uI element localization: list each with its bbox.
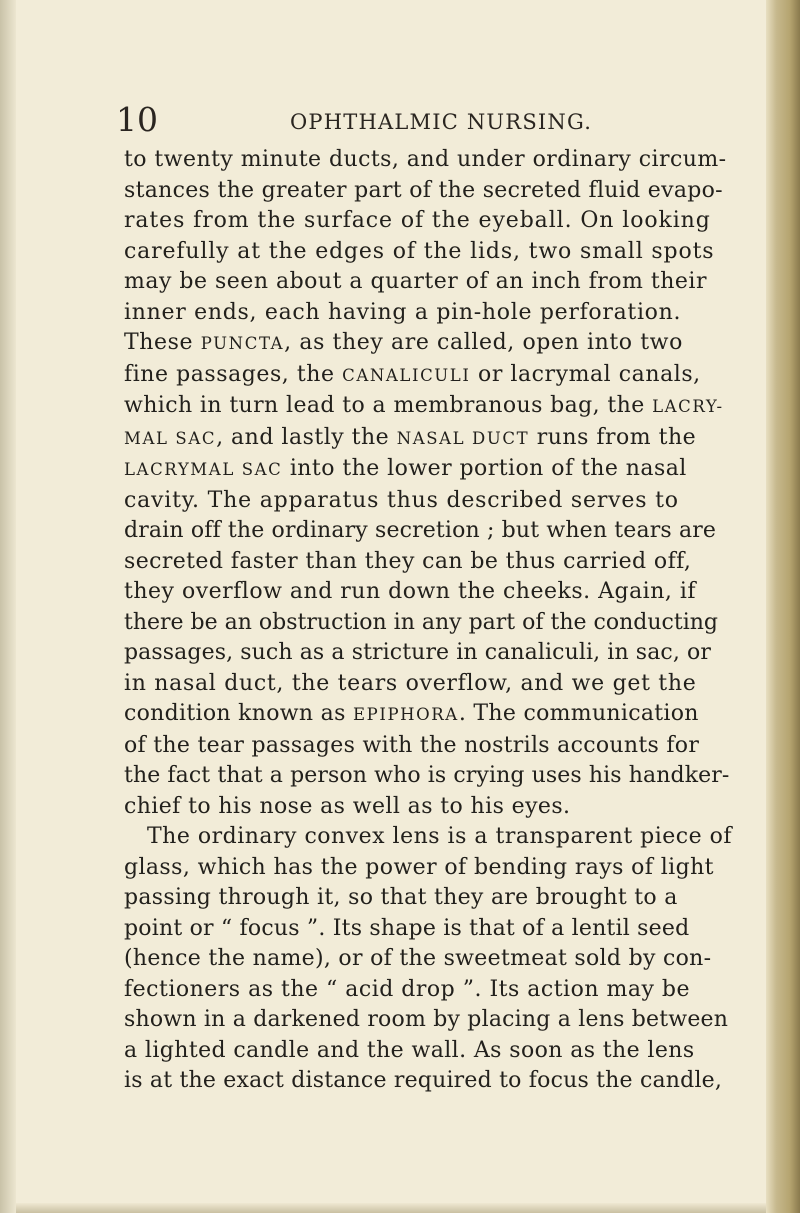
page-right-edge bbox=[766, 0, 800, 1213]
small-caps-term: LACRYMAL SAC bbox=[124, 460, 283, 479]
text-line: carefully at the edges of the lids, two small spots bbox=[124, 238, 715, 264]
small-caps-term: CANALICULI bbox=[342, 365, 471, 385]
small-caps-term: PUNCTA bbox=[200, 334, 285, 353]
text-line: fine passages, the CANALICULI or lacrymal canals, bbox=[124, 361, 701, 387]
text-line: MAL SAC, and lastly the NASAL DUCT runs from the bbox=[124, 424, 697, 450]
text-line: secreted faster than they can be thus carried off, bbox=[124, 548, 692, 574]
text-line: fectioners as the “ acid drop ”. Its action may be bbox=[124, 976, 690, 1002]
text-line: LACRYMAL SAC into the lower portion of the nasal bbox=[124, 456, 687, 481]
text-line: chief to his nose as well as to his eyes. bbox=[124, 793, 571, 819]
text-line: stances the greater part of the secreted fluid evapo- bbox=[124, 177, 723, 203]
text-line: they overflow and run down the cheeks. Again, if bbox=[124, 579, 697, 604]
text-line: shown in a darkened room by placing a lens between bbox=[124, 1007, 729, 1032]
text-line: inner ends, each having a pin-hole perforation. bbox=[124, 299, 682, 325]
text-line: is at the exact distance required to focus the candle, bbox=[124, 1068, 723, 1093]
page-number: 10 bbox=[116, 100, 158, 139]
text-line: passing through it, so that they are brought to a bbox=[124, 885, 678, 910]
text-line: there be an obstruction in any part of the conducting bbox=[124, 609, 718, 635]
text-line: cavity. The apparatus thus described serves to bbox=[124, 487, 679, 513]
text-line: drain off the ordinary secretion ; but when tears are bbox=[124, 518, 717, 543]
text-line: (hence the name), or of the sweetmeat sold by con- bbox=[124, 946, 712, 971]
text-line: These PUNCTA, as they are called, open into two bbox=[124, 330, 683, 355]
text-line: The ordinary convex lens is a transparent piece of bbox=[147, 824, 733, 849]
text-line: point or “ focus ”. Its shape is that of a lentil seed bbox=[124, 915, 690, 941]
text-line: passages, such as a stricture in canaliculi, in sac, or bbox=[124, 640, 711, 665]
small-caps-term: NASAL DUCT bbox=[396, 428, 530, 448]
text-line: the fact that a person who is crying uses his handker- bbox=[124, 763, 730, 788]
running-head: OPHTHALMIC NURSING. bbox=[290, 110, 593, 134]
page-left-edge bbox=[0, 0, 16, 1213]
small-caps-term: EPIPHORA bbox=[352, 705, 459, 724]
small-caps-term: MAL SAC bbox=[124, 428, 217, 448]
text-line: condition known as EPIPHORA. The communication bbox=[124, 701, 699, 726]
small-caps-term: LACRY- bbox=[652, 397, 724, 416]
text-line: to twenty minute ducts, and under ordinary circum- bbox=[124, 147, 727, 172]
text-line: which in turn lead to a membranous bag, the LACRY- bbox=[124, 393, 724, 418]
body-text bbox=[124, 145, 760, 1097]
text-line: rates from the surface of the eyeball. On looking bbox=[124, 208, 711, 233]
text-line: may be seen about a quarter of an inch from their bbox=[124, 269, 707, 294]
text-line: a lighted candle and the wall. As soon as the lens bbox=[124, 1037, 695, 1063]
text-line: glass, which has the power of bending rays of light bbox=[124, 854, 714, 880]
page-bottom-shadow bbox=[16, 1203, 766, 1213]
text-line: in nasal duct, the tears overflow, and we get the bbox=[124, 670, 697, 696]
text-line: of the tear passages with the nostrils accounts for bbox=[124, 732, 700, 758]
